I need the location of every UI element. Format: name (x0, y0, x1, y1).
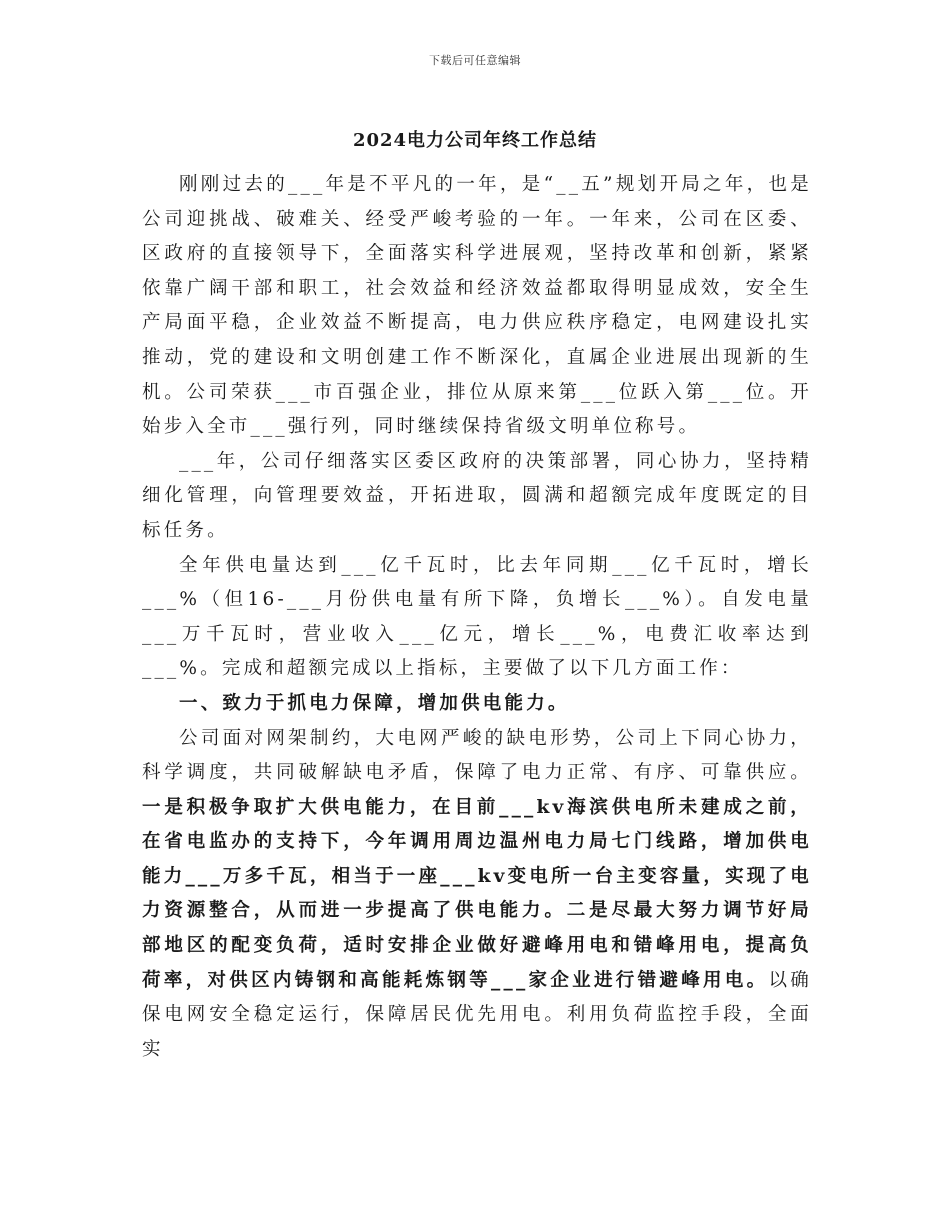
paragraph-indicators: 全年供电量达到___亿千瓦时，比去年同期___亿千瓦时，增长___%（但16-___月份供电量有所下降，负增长___%）。自发电量___万千瓦时，营业收入___亿元，增长___%，电费汇收率达到___%。完成和超额完成以上指标，主要做了以下几方面工作： (142, 554, 812, 680)
document-body (142, 168, 812, 1067)
paragraph-summary: ___年，公司仔细落实区委区政府的决策部署，同心协力，坚持精细化管理，向管理要效益，开拓进取，圆满和超额完成年度既定的目标任务。 (142, 450, 812, 541)
paragraph-intro: 刚刚过去的___年是不平凡的一年，是“__五”规划开局之年，也是公司迎挑战、破难关、经受严峻考验的一年。一年来，公司在区委、区政府的直接领导下，全面落实科学进展观，坚持改革和创新，紧紧依靠广阔干部和职工，社会效益和经济效益都取得明显成效，安全生产局面平稳，企业效益不断提高，电力供应秩序稳定，电网建设扎实推动，党的建设和文明创建工作不断深化，直属企业进展出现新的生机。公司荣获___市百强企业，排位从原来第___位跃入第___位。开始步入全市___强行列，同时继续保持省级文明单位称号。 (142, 174, 812, 438)
paragraph-section-1-text: 公司面对网架制约，大电网严峻的缺电形势，公司上下同心协力，科学调度，共同破解缺电矛盾，保障了电力正常、有序、可靠供应。 (142, 727, 812, 784)
paragraph-tail-text: 以确保电网安全稳定运行，保障居民优先用电。利用负荷监控手段，全面实 (142, 969, 812, 1060)
paragraph-section-1 (142, 722, 812, 1068)
bold-measures-text: 一是积极争取扩大供电能力，在目前___kv海滨供电所未建成之前，在省电监办的支持下，今年调用周边温州电力局七门线路，增加供电能力___万多千瓦，相当于一座___kv变电所一台主变容量，实现了电力资源整合，从而进一步提高了供电能力。二是尽最大努力调节好局部地区的配变负荷，适时安排企业做好避峰用电和错峰用电，提高负荷率，对供区内铸钢和高能耗炼钢等___家企业进行错避峰用电。 (142, 796, 812, 991)
page-header: 下载后可任意编辑 (429, 54, 521, 67)
document-title: 2024电力公司年终工作总结 (352, 130, 598, 151)
section-heading-1: 一、致力于抓电力保障，增加供电能力。 (179, 692, 570, 714)
